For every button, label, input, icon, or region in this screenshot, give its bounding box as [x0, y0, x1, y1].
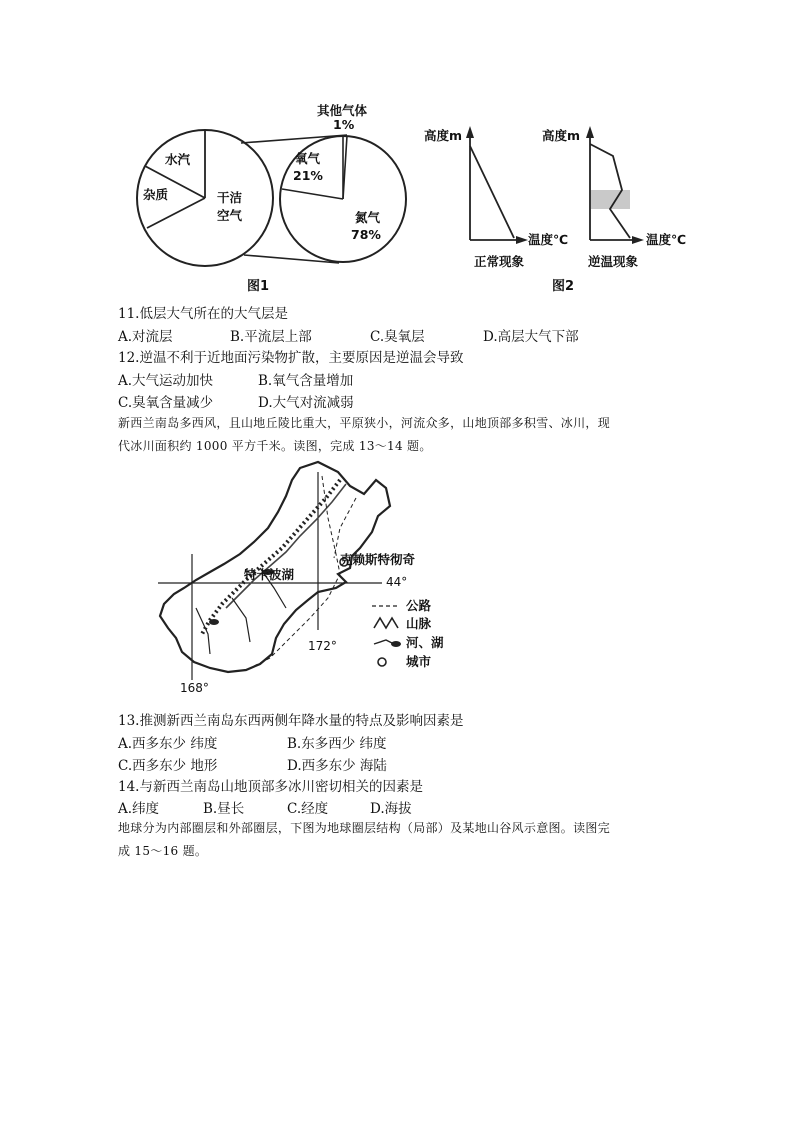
small-pie-label-nitrogen-pct: 78% [351, 227, 381, 242]
question-12-option-c: C.臭氧含量减少 [118, 395, 214, 411]
legend-river-symbol [374, 640, 394, 644]
normal-x-axis-label: 温度℃ [528, 232, 569, 247]
small-pie-label-other-pct: 1% [333, 117, 355, 132]
normal-phenomenon-label: 正常现象 [474, 254, 525, 268]
normal-y-axis-label: 高度m [424, 128, 463, 143]
lake-south [209, 619, 219, 625]
question-14-option-c: C.经度 [287, 801, 329, 817]
question-11-option-c: C.臭氧层 [370, 329, 425, 345]
legend-river-lake-label: 河、湖 [406, 635, 444, 650]
map-label-lon-172: 172° [308, 639, 337, 653]
question-12-option-d: D.大气对流减弱 [258, 395, 354, 411]
legend-mountain-label: 山脉 [406, 616, 432, 631]
question-14-option-a: A.纬度 [118, 801, 160, 817]
question-13-option-d: D.西多东少 海陆 [287, 758, 387, 774]
question-13-option-c: C.西多东少 地形 [118, 758, 218, 774]
big-pie-label-dry-air-2: 空气 [217, 208, 243, 223]
map-label-lon-168: 168° [180, 681, 209, 695]
small-pie-label-oxygen: 氧气 [295, 151, 321, 166]
inversion-layer-band [591, 190, 630, 209]
question-13-option-a: A.西多东少 纬度 [118, 736, 218, 752]
small-pie-label-nitrogen: 氮气 [355, 210, 381, 225]
intro-15-16-line-2: 成 15～16 题。 [118, 844, 208, 858]
south-island-map [150, 458, 460, 698]
small-pie-label-oxygen-pct: 21% [293, 168, 323, 183]
inversion-x-axis-label: 温度℃ [646, 232, 687, 247]
question-13-option-b: B.东多西少 纬度 [287, 736, 387, 752]
question-12-stem: 12.逆温不利于近地面污染物扩散，主要原因是逆温会导致 [118, 350, 464, 366]
question-14-stem: 14.与新西兰南岛山地顶部多冰川密切相关的因素是 [118, 779, 423, 795]
inversion-phenomenon-label: 逆温现象 [588, 254, 639, 268]
figure-2-caption: 图2 [552, 279, 575, 294]
big-pie-divider-3 [147, 198, 205, 228]
legend-city-label: 城市 [406, 654, 432, 669]
big-pie-label-vapor: 水汽 [165, 152, 191, 167]
question-12-option-a: A.大气运动加快 [118, 373, 214, 389]
inversion-x-axis-arrow [632, 236, 644, 244]
inversion-y-axis-arrow [586, 126, 594, 138]
small-pie-label-other: 其他气体 [317, 103, 368, 118]
map-label-christchurch: 克赖斯特彻奇 [340, 552, 416, 567]
inversion-y-axis-label: 高度m [542, 128, 581, 143]
legend-mountain-symbol [374, 618, 398, 628]
map-label-tekapo: 特卡波湖 [244, 567, 295, 582]
big-pie-label-impurities: 杂质 [143, 187, 169, 202]
question-14-option-d: D.海拔 [370, 801, 412, 817]
intro-13-14-line-2: 代冰川面积约 1000 平方千米。读图，完成 13～14 题。 [118, 439, 432, 453]
question-11-stem: 11.低层大气所在的大气层是 [118, 306, 288, 322]
question-12-option-b: B.氧气含量增加 [258, 373, 354, 389]
legend-city-symbol [378, 658, 386, 666]
normal-temperature-line [470, 146, 514, 238]
question-13-stem: 13.推测新西兰南岛东西两侧年降水量的特点及影响因素是 [118, 713, 464, 729]
figure-1-caption: 图1 [247, 279, 270, 294]
figure-2-temperature-profiles [418, 118, 698, 268]
legend-lake-symbol [391, 641, 401, 647]
question-14-option-b: B.昼长 [203, 801, 245, 817]
big-pie-label-dry-air-1: 干洁 [217, 190, 243, 205]
legend-road-label: 公路 [406, 598, 432, 613]
normal-y-axis-arrow [466, 126, 474, 138]
question-11-option-b: B.平流层上部 [230, 329, 312, 345]
figure-1-pie-charts [125, 98, 415, 298]
intro-13-14-line-1: 新西兰南岛多西风，且山地丘陵比重大，平原狭小，河流众多，山地顶部多积雪、冰川，现 [118, 416, 611, 430]
question-11-option-d: D.高层大气下部 [483, 329, 579, 345]
small-pie-divider-3 [282, 189, 343, 199]
map-label-lat-44: 44° [386, 575, 408, 589]
normal-x-axis-arrow [516, 236, 528, 244]
question-11-option-a: A.对流层 [118, 329, 173, 345]
intro-15-16-line-1: 地球分为内部圈层和外部圈层，下图为地球圈层结构（局部）及某地山谷风示意图。读图完 [118, 821, 611, 835]
